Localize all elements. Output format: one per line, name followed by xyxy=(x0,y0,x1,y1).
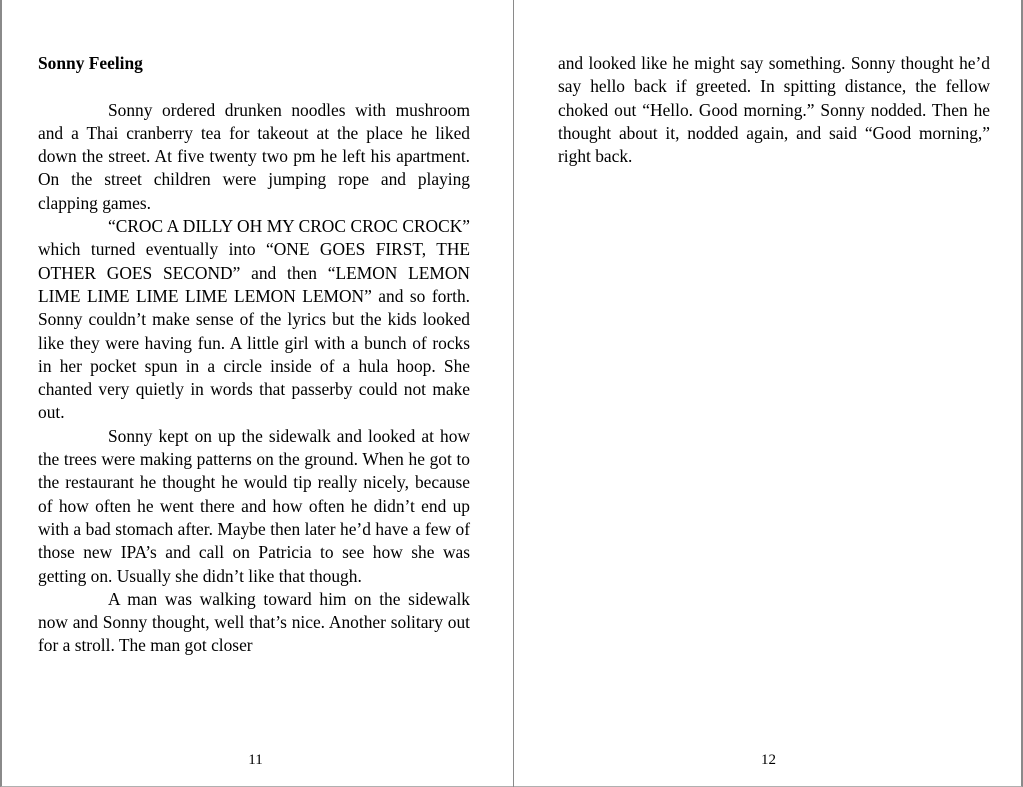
heading-spacer xyxy=(38,75,470,98)
paragraph: A man was walking toward him on the sidewalk now and Sonny thought, well that’s nice. Another solitary out for a stroll. The man got closer xyxy=(38,588,470,656)
left-page xyxy=(2,0,513,787)
chapter-heading: Sonny Feeling xyxy=(38,53,143,73)
right-page xyxy=(514,0,1023,787)
paragraph: and looked like he might say something. Sonny thought he’d say hello back if greeted. In spitting distance, the fellow choked out “Hello. Good morning.” Sonny nodded. Then he thought about it, nodded again, and said “Good morning,” right back. xyxy=(558,53,990,167)
page-number-right: 12 xyxy=(761,752,776,768)
paragraph: Sonny kept on up the sidewalk and looked at how the trees were making patterns on the ground. When he got to the restaurant he thought he would tip really nicely, because of how often he went there and how often he didn’t end up with a bad stomach after. Maybe then later he’d have a few of those new IPA’s and call on Patricia to see how she was getting on. Usually she didn’t like that though. xyxy=(38,425,470,586)
page-number-left: 11 xyxy=(248,752,263,768)
right-page-text xyxy=(558,52,990,168)
paragraph: “CROC A DILLY OH MY CROC CROC CROCK” which turned eventually into “ONE GOES FIRST, THE OTHER GOES SECOND” and then “LEMON LEMON LIME LIME LIME LIME LEMON LEMON” and so forth. Sonny couldn’t make sense of the lyrics but the kids looked like they were having fun. A little girl with a bunch of rocks in her pocket spun in a circle inside of a hula hoop. She chanted very quietly in words that passerby could not make out. xyxy=(38,216,470,423)
left-page-text xyxy=(38,52,470,658)
paragraph: Sonny ordered drunken noodles with mushroom and a Thai cranberry tea for takeout at the place he liked down the street. At five twenty two pm he left his apartment. On the street children were jumping rope and playing clapping games. xyxy=(38,99,470,213)
